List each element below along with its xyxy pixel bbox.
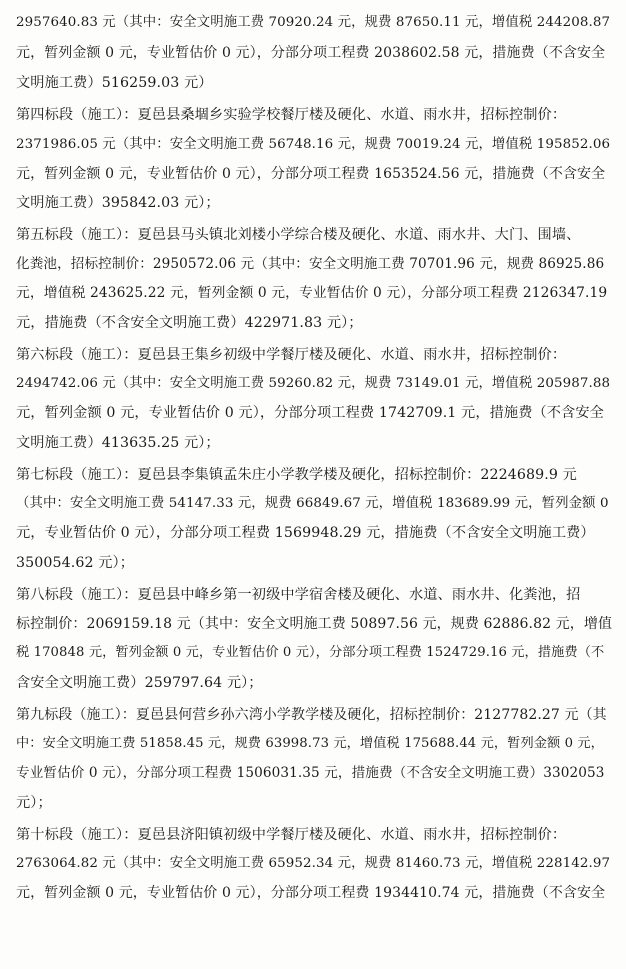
text-line: 元，暂列金额 0 元，专业暂估价 0 元），分部分项工程费 1934410.74 元，措施费（不含安全 xyxy=(16,885,606,901)
text-line: 标控制价：2069159.18 元（其中：安全文明施工费 50897.56 元，规费 62886.82 元，增值 xyxy=(16,616,613,632)
text-line: 2957640.83 元（其中：安全文明施工费 70920.24 元，规费 87650.11 元，增值税 244208.87 xyxy=(16,15,611,30)
text-line: 元，暂列金额 0 元，专业暂估价 0 元），分部分项工程费 1653524.56 元，措施费（不含安全 xyxy=(16,166,606,182)
text-line: 元，措施费（不含安全文明施工费）422971.83 元）； xyxy=(16,315,363,331)
text-line: 元）； xyxy=(16,795,52,811)
section-heading-line: 第十标段（施工）：夏邑县济阳镇初级中学餐厅楼及硬化、水道、雨水井，招标控制价： xyxy=(16,827,567,843)
text-line: 文明施工费）413635.25 元）； xyxy=(16,435,220,451)
text-line: 2371986.05 元（其中：安全文明施工费 56748.16 元，规费 70019.24 元，增值税 195852.06 xyxy=(16,137,611,152)
text-line: 文明施工费）516259.03 元） xyxy=(16,75,213,91)
text-line: 2494742.06 元（其中：安全文明施工费 59260.82 元，规费 73149.01 元，增值税 205987.88 xyxy=(16,376,611,391)
text-line: 专业暂估价 0 元），分部分项工程费 1506031.35 元，措施费（不含安全文明施工费）3302053 xyxy=(16,765,605,781)
section-heading-line: 第七标段（施工）：夏邑县李集镇孟朱庄小学教学楼及硬化，招标控制价：2224689.9 元 xyxy=(16,467,577,483)
text-line: 文明施工费）395842.03 元）； xyxy=(16,195,220,211)
text-line: 中：安全文明施工费 51858.45 元，规费 63998.73 元，增值税 175688.44 元，暂列金额 0 元， xyxy=(16,736,604,751)
text-line: 350054.62 元）； xyxy=(16,555,134,571)
text-line: 元，暂列金额 0 元，专业暂估价 0 元），分部分项工程费 1742709.1 元，措施费（不含安全 xyxy=(16,405,604,421)
text-line: 含安全文明施工费）259797.64 元）； xyxy=(16,675,263,691)
text-line: 元，增值税 243625.22 元，暂列金额 0 元，专业暂估价 0 元），分部分项工程费 2126347.19 xyxy=(16,285,608,301)
text-line: 2763064.82 元（其中：安全文明施工费 65952.34 元，规费 81460.73 元，增值税 228142.97 xyxy=(16,856,611,871)
text-line: 化粪池，招标控制价：2950572.06 元（其中：安全文明施工费 70701.96 元，规费 86925.86 xyxy=(16,256,605,272)
section-heading-line: 第五标段（施工）：夏邑县马头镇北刘楼小学综合楼及硬化、水道、雨水井、大门、围墙、 xyxy=(16,227,581,243)
text-line: （其中：安全文明施工费 54147.33 元，规费 66849.67 元，增值税 183689.99 元，暂列金额 0 xyxy=(16,496,609,511)
section-heading-line: 第八标段（施工）：夏邑县中峰乡第一初级中学宿舍楼及硬化、水道、雨水井、化粪池，招 xyxy=(16,587,581,603)
section-heading-line: 第六标段（施工）：夏邑县王集乡初级中学餐厅楼及硬化、水道、雨水井，招标控制价： xyxy=(16,347,567,363)
section-heading-line: 第九标段（施工）：夏邑县何营乡孙六湾小学教学楼及硬化，招标控制价：2127782.27 元（其 xyxy=(16,707,607,723)
text-line: 元，暂列金额 0 元，专业暂估价 0 元），分部分项工程费 2038602.58 元，措施费（不含安全 xyxy=(16,45,606,61)
section-heading-line: 第四标段（施工）：夏邑县桑堌乡实验学校餐厅楼及硬化、水道、雨水井，招标控制价： xyxy=(16,107,567,123)
text-line: 元，专业暂估价 0 元），分部分项工程费 1569948.29 元，措施费（不含安全文明施工费） xyxy=(16,525,595,541)
text-line: 税 170848 元，暂列金额 0 元，专业暂估价 0 元），分部分项工程费 1524729.16 元，措施费（不 xyxy=(16,645,605,660)
